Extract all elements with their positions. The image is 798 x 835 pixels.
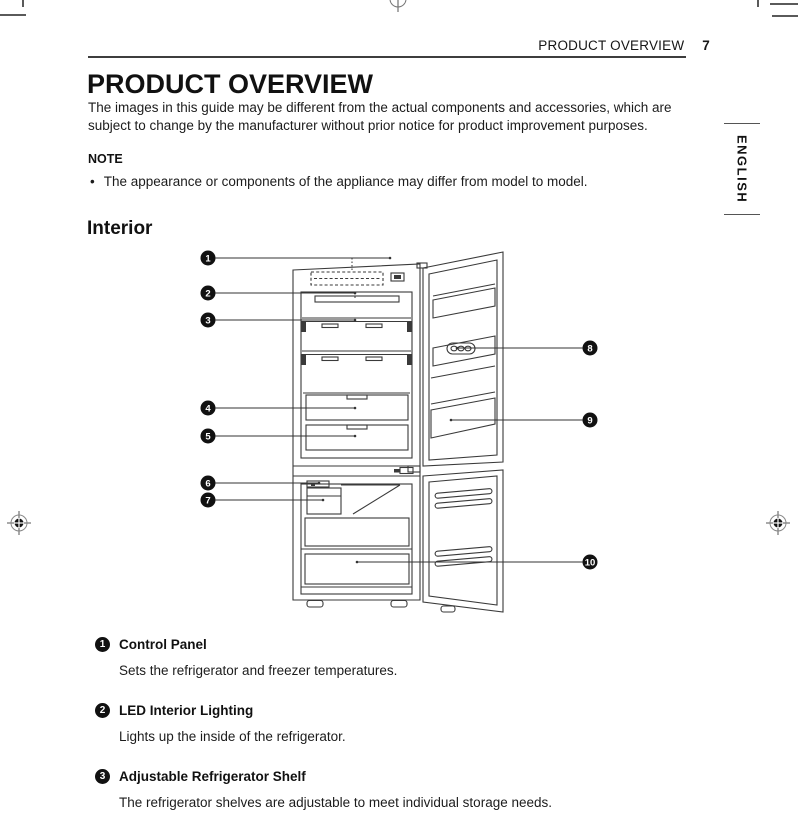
upper-door xyxy=(417,252,503,466)
callout-9 xyxy=(583,413,598,428)
refrigerator-diagram xyxy=(195,248,605,626)
lower-door xyxy=(408,466,503,612)
legend-item-description: Sets the refrigerator and freezer temperatures. xyxy=(119,663,398,678)
callout-8 xyxy=(583,341,598,356)
callout-10 xyxy=(583,555,598,570)
svg-text:8: 8 xyxy=(587,343,593,355)
svg-text:6: 6 xyxy=(205,478,211,490)
bullet-icon: • xyxy=(90,174,95,189)
svg-text:2: 2 xyxy=(205,288,211,300)
callout-4 xyxy=(201,401,216,416)
legend-item-description: Lights up the inside of the refrigerator. xyxy=(119,729,346,744)
legend-item-title: Adjustable Refrigerator Shelf xyxy=(119,769,306,784)
registration-mark-icon xyxy=(766,511,790,535)
crop-mark-icon xyxy=(0,14,26,16)
registration-mark-icon xyxy=(7,511,31,535)
callout-1 xyxy=(201,251,216,266)
legend-number-badge: 1 xyxy=(95,637,110,652)
callout-2 xyxy=(201,286,216,301)
legend-item-description: The refrigerator shelves are adjustable to meet individual storage needs. xyxy=(119,795,552,810)
callout-7 xyxy=(201,493,216,508)
legend-item-led-lighting xyxy=(95,703,725,744)
language-tab-label: ENGLISH xyxy=(734,134,750,204)
section-heading-interior: Interior xyxy=(87,218,153,239)
running-header xyxy=(88,38,710,53)
svg-text:10: 10 xyxy=(584,557,596,569)
note-list-item xyxy=(90,174,710,189)
callout-6 xyxy=(201,476,216,491)
callout-5 xyxy=(201,429,216,444)
legend-item-control-panel xyxy=(95,637,725,678)
page-title: PRODUCT OVERVIEW xyxy=(87,69,374,99)
registration-mark-icon xyxy=(385,0,411,12)
running-header-title: PRODUCT OVERVIEW xyxy=(538,38,685,53)
svg-text:7: 7 xyxy=(205,495,211,507)
legend-list xyxy=(95,637,725,835)
page-number: 7 xyxy=(702,38,710,53)
legend-number-badge: 3 xyxy=(95,769,110,784)
svg-text:3: 3 xyxy=(205,315,211,327)
header-rule xyxy=(88,56,686,58)
crop-mark-icon xyxy=(757,0,759,7)
intro-paragraph: The images in this guide may be different from the actual components and accessories, which are subject to change by the manufacturer without prior notice for product improvement purposes. xyxy=(88,100,672,133)
callout-3 xyxy=(201,313,216,328)
language-tab xyxy=(724,123,760,215)
legend-item-title: Control Panel xyxy=(119,637,207,652)
legend-item-adjustable-shelf xyxy=(95,769,725,810)
note-heading: NOTE xyxy=(88,152,123,166)
crop-mark-icon xyxy=(22,0,24,7)
svg-text:9: 9 xyxy=(587,415,593,427)
legend-item-title: LED Interior Lighting xyxy=(119,703,254,718)
note-text: The appearance or components of the appliance may differ from model to model. xyxy=(103,174,588,189)
svg-text:5: 5 xyxy=(205,431,211,443)
crop-mark-icon xyxy=(772,15,798,17)
svg-text:1: 1 xyxy=(205,253,211,265)
crop-mark-icon xyxy=(770,3,798,5)
legend-number-badge: 2 xyxy=(95,703,110,718)
svg-text:4: 4 xyxy=(205,403,211,415)
